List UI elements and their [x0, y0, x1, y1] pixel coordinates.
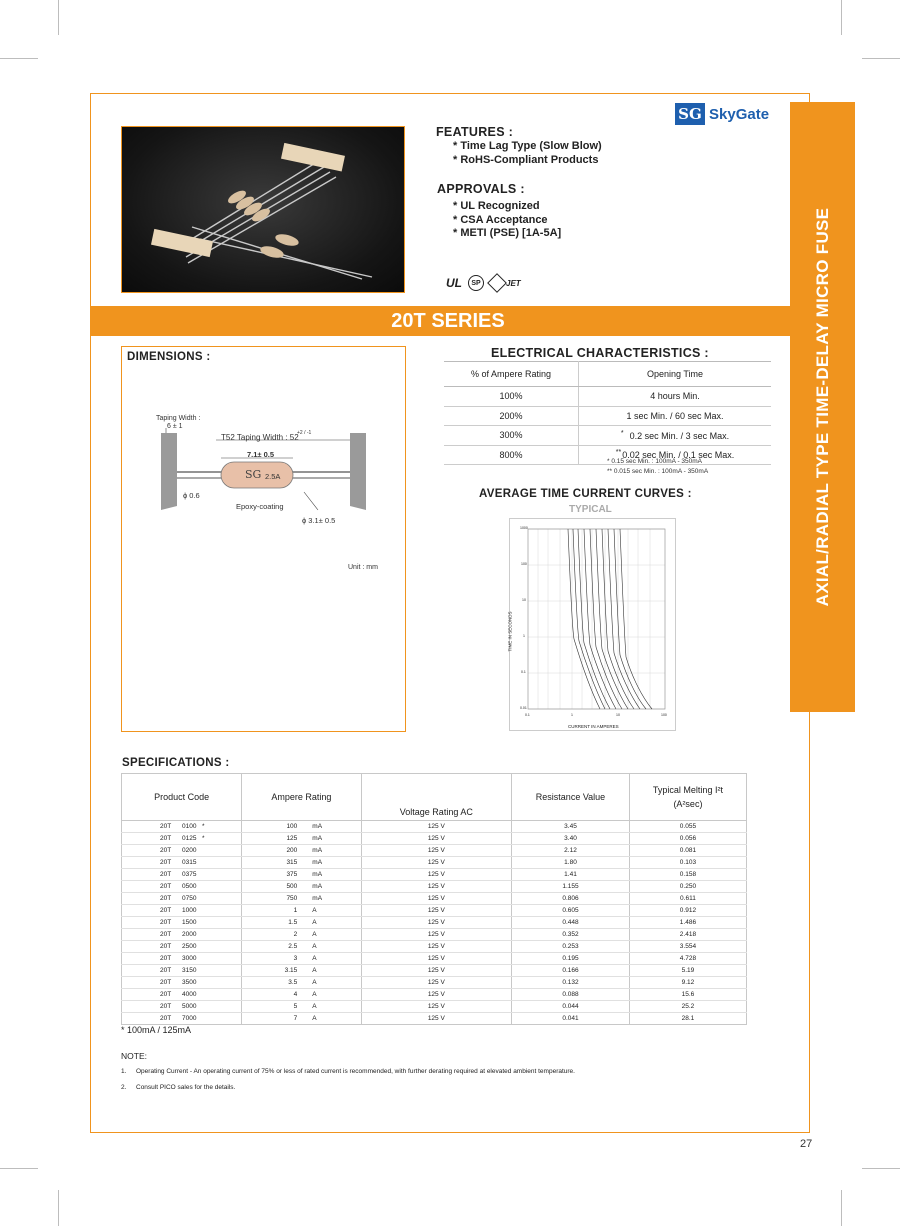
electrical-title: ELECTRICAL CHARACTERISTICS :	[491, 346, 709, 360]
series-title: 20T SERIES	[391, 309, 505, 332]
features-list	[453, 140, 602, 167]
curves-title: AVERAGE TIME CURRENT CURVES :	[479, 488, 692, 500]
crop-mark	[0, 1168, 38, 1169]
table-row: 20T 0315 315 mA 125 V 1.80 0.103	[122, 857, 747, 869]
body-diameter: ϕ 3.1± 0.5	[302, 516, 336, 525]
table-row: 20T 2000 2 A 125 V 0.352 2.418	[122, 929, 747, 941]
table-row: 20T 7000 7 A 125 V 0.041 28.1	[122, 1013, 747, 1025]
table-row: 800% **0.02 sec Min. / 0.1 sec Max.	[444, 445, 771, 465]
specifications-title: SPECIFICATIONS :	[122, 757, 230, 769]
table-row: 20T 0375 375 mA 125 V 1.41 0.158	[122, 869, 747, 881]
specifications-table	[121, 773, 747, 1025]
table-row: 20T 3000 3 A 125 V 0.195 4.728	[122, 953, 747, 965]
fuse-rating: 2.5A	[265, 472, 281, 481]
ul-logo: UL	[446, 276, 462, 290]
note-item: 2. Consult PICO sales for the details.	[121, 1084, 236, 1091]
curves-subtitle: TYPICAL	[569, 504, 612, 515]
table-row: 20T 2500 2.5 A 125 V 0.253 3.554	[122, 941, 747, 953]
col-header: Product Code	[122, 774, 242, 821]
taping-width-value: 6 ± 1	[167, 423, 183, 430]
crop-mark	[862, 58, 900, 59]
chart-y-label: TIME IN SECONDS	[507, 611, 513, 652]
page-number: 27	[800, 1138, 813, 1150]
table-row: 20T 0125 * 125 mA 125 V 3.40 0.056	[122, 833, 747, 845]
lead-diameter: ϕ 0.6	[183, 491, 200, 500]
certification-logos	[446, 275, 521, 291]
col-header: Voltage Rating AC	[361, 774, 512, 821]
table-row: 20T 5000 5 A 125 V 0.044 25.2	[122, 1001, 747, 1013]
table-row: 20T 3500 3.5 A 125 V 0.132 9.12	[122, 977, 747, 989]
table-row: 20T 0200 200 mA 125 V 2.12 0.081	[122, 845, 747, 857]
spec-footnote: * 100mA / 125mA	[121, 1025, 192, 1035]
table-row: 20T 1000 1 A 125 V 0.605 0.912	[122, 905, 747, 917]
crop-mark	[0, 58, 38, 59]
table-row: 20T 4000 4 A 125 V 0.088 15.6	[122, 989, 747, 1001]
brand-logo	[675, 103, 769, 125]
col-header: Resistance Value	[512, 774, 630, 821]
col-header: Typical Melting I²t (A²sec)	[629, 774, 746, 821]
col-header: % of Ampere Rating	[444, 362, 579, 387]
approval-item: * UL Recognized	[453, 200, 540, 212]
col-header: Opening Time	[579, 362, 772, 387]
approvals-title: APPROVALS :	[437, 182, 525, 196]
brand-name: SkyGate	[709, 105, 770, 123]
approval-item: * METI (PSE) [1A-5A]	[453, 227, 562, 239]
product-photo	[121, 126, 405, 293]
table-row: 100% 4 hours Min.	[444, 387, 771, 407]
feature-item: * Time Lag Type (Slow Blow)	[453, 140, 602, 152]
jet-logo: JET	[490, 276, 521, 290]
table-row: 20T 0500 500 mA 125 V 1.155 0.250	[122, 881, 747, 893]
table-row: 20T 0100 * 100 mA 125 V 3.45 0.055	[122, 821, 747, 833]
coating-label: Epoxy-coating	[236, 502, 284, 511]
features-title: FEATURES :	[436, 125, 514, 139]
dimensions-title: DIMENSIONS :	[127, 351, 211, 363]
t52-taping-label: T52 Taping Width : 52	[221, 433, 299, 442]
t52-tolerance: +2 / -1	[297, 430, 312, 436]
approval-item: * CSA Acceptance	[453, 213, 548, 226]
feature-item: * RoHS-Compliant Products	[453, 153, 599, 166]
table-row: 20T 3150 3.15 A 125 V 0.166 5.19	[122, 965, 747, 977]
note-title: NOTE:	[121, 1051, 147, 1061]
crop-mark	[862, 1168, 900, 1169]
table-row: 300% * 0.2 sec Min. / 3 sec Max.	[444, 426, 771, 446]
crop-mark	[841, 1190, 842, 1226]
table-row: 20T 0750 750 mA 125 V 0.806 0.611	[122, 893, 747, 905]
sidebar-title: AXIAL/RADIAL TYPE TIME-DELAY MICRO FUSE	[812, 207, 832, 607]
body-length: 7.1± 0.5	[247, 450, 275, 459]
table-row: 200% 1 sec Min. / 60 sec Max.	[444, 406, 771, 426]
time-current-chart: 1000 100 10 1 0.1 0.01 0.1 1 10 100 CURRENT IN AMPERES TIME IN SECONDS	[509, 518, 676, 731]
chart-x-label: CURRENT IN AMPERES	[568, 724, 619, 729]
crop-mark	[58, 0, 59, 35]
csa-logo: SP	[468, 275, 484, 291]
approvals-list	[453, 200, 561, 241]
table-row: 20T 1500 1.5 A 125 V 0.448 1.486	[122, 917, 747, 929]
crop-mark	[841, 0, 842, 35]
taping-width-label: Taping Width :	[156, 415, 201, 422]
fuse-mark: SG	[245, 468, 262, 481]
note-item: 1. Operating Current - An operating current of 75% or less of rated current is recommended, with further derating required at elevated ambient temperature.	[121, 1068, 575, 1075]
crop-mark	[58, 1190, 59, 1226]
electrical-table	[444, 361, 771, 465]
unit-label: Unit : mm	[348, 564, 378, 571]
brand-mark: SG	[675, 103, 705, 125]
col-header: Ampere Rating	[242, 774, 361, 821]
electrical-notes: * 0.15 sec Min. : 100mA - 350mA ** 0.015 sec Min. : 100mA - 350mA	[607, 458, 709, 475]
